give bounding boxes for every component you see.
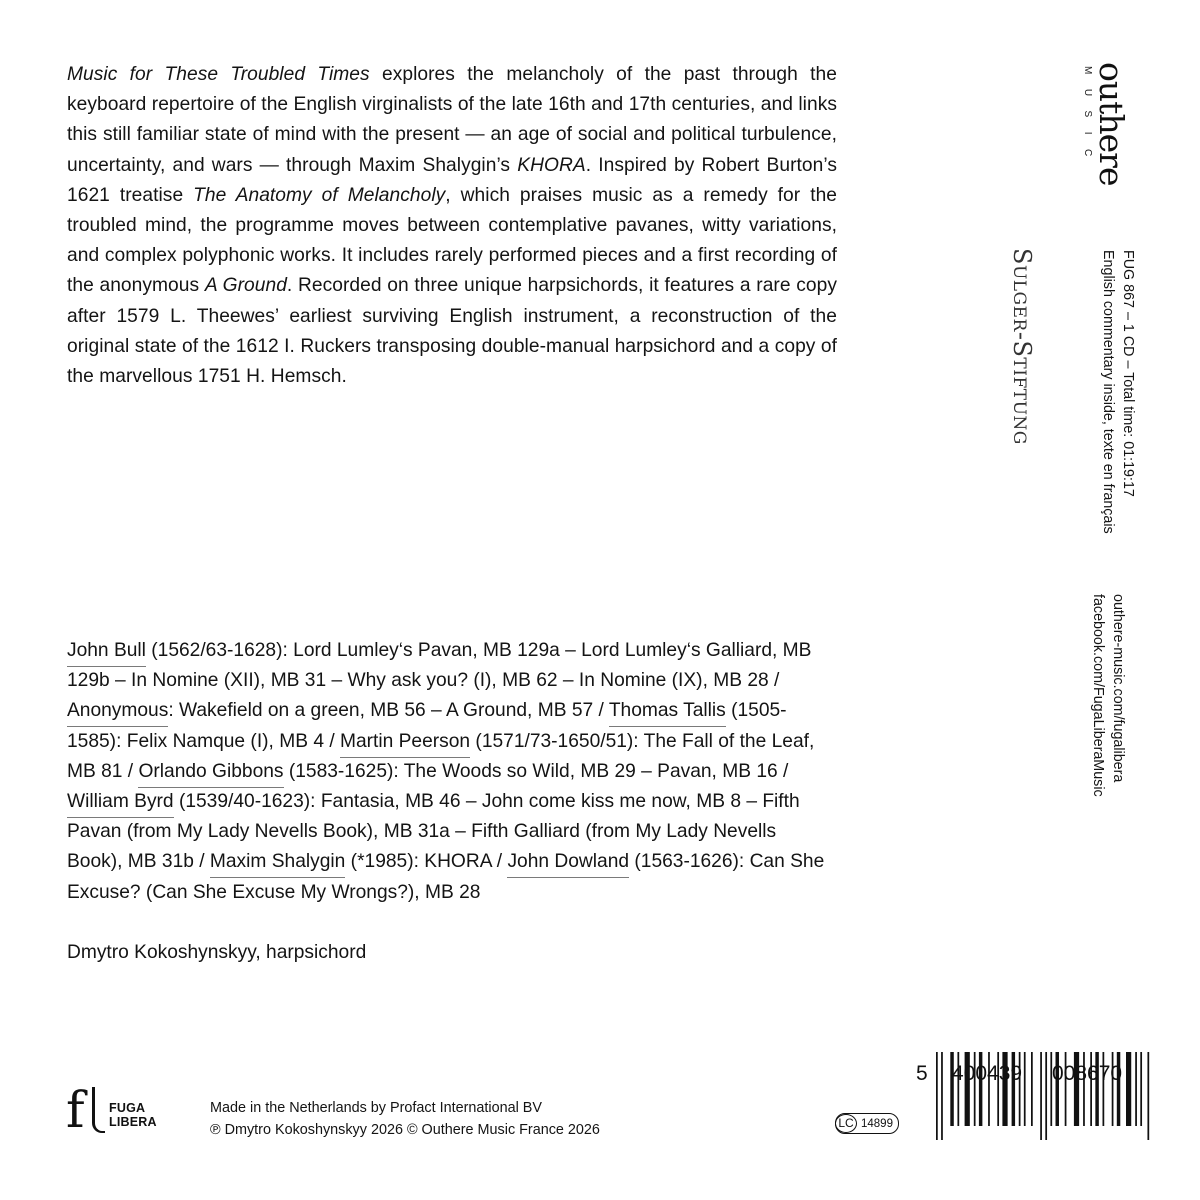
- performer-credit: Dmytro Kokoshynskyy, harpsichord: [67, 942, 367, 963]
- composer-name: Martin Peerson: [340, 731, 470, 758]
- album-title: Music for These Troubled Times: [67, 64, 370, 85]
- barcode-bar: [1140, 1052, 1142, 1126]
- facebook-link[interactable]: facebook.com/FugaLiberaMusic: [1090, 594, 1106, 797]
- composer-name: John Bull: [67, 640, 146, 667]
- composer-name: John Dowland: [507, 851, 629, 878]
- composer-entry: Thomas Tallis (1505-1585): Felix Namque (I), MB 4 /: [67, 700, 787, 752]
- barcode-bar: [1045, 1052, 1047, 1140]
- composer-entry: Maxim Shalygin (*1985): KHORA /: [210, 851, 508, 878]
- barcode-bar: [1147, 1052, 1149, 1140]
- composer-name: Maxim Shalygin: [210, 851, 345, 878]
- barcode-bar: [941, 1052, 943, 1140]
- barcode-bar: [1031, 1052, 1033, 1126]
- composer-entry: John Dowland (1563-1626): Can She Excuse? (Can She Excuse My Wrongs?), MB 28: [67, 851, 825, 903]
- sponsor-sulger-stiftung: Sulger-Stiftung: [1008, 248, 1036, 445]
- composer-entry: William Byrd (1539/40-1623): Fantasia, MB 46 – John come kiss me now, MB 8 – Fifth Pavan (from My Lady Nevells Book), MB 31a – Fifth Galliard (from My Lady Nevells Book), MB 31b /: [67, 791, 800, 873]
- composer-name: William Byrd: [67, 791, 174, 818]
- barcode-bar: [936, 1052, 938, 1140]
- tracklist: [67, 636, 832, 908]
- barcode-bar: [1135, 1052, 1137, 1126]
- barcode-bar: [1040, 1052, 1042, 1140]
- website-link[interactable]: outhere-music.com/fugalibera: [1110, 594, 1126, 783]
- commentary-line: English commentary inside, texte en français: [1100, 250, 1116, 534]
- catalog-info: [1098, 250, 1138, 534]
- composer-name: Anonymous: [67, 700, 168, 727]
- album-description: Music for These Troubled Times explores the melancholy of the past through the keyboard repertoire of the English virginalists of the late 16th and 17th centuries, and links this still familiar state of mind with the present — an age of social and political turbulence, uncertainty, and wars — through Maxim Shalygin’s KHORA. Inspired by Robert Burton’s 1621 treatise The Anatomy of Melancholy, which praises music as a remedy for the troubled mind, the programme moves between contemplative pavanes, witty variations, and complex polyphonic works. It includes rarely performed pieces and a first recording of the anonymous A Ground. Recorded on three unique harpsichords, it features a rare copy after 1579 L. Theewes’ earliest surviving English instrument, a reconstruction of the original state of the 1612 I. Ruckers transposing double-manual harpsichord and a copy of the marvellous 1751 H. Hemsch.: [67, 64, 838, 388]
- lc-icon: LC: [835, 1114, 857, 1133]
- composer-entry: Martin Peerson (1571/73-1650/51): The Fall of the Leaf, MB 81 /: [67, 730, 815, 782]
- composer-name: Thomas Tallis: [609, 700, 726, 727]
- barcode-bar: [1126, 1052, 1131, 1126]
- legal-info: [210, 1097, 600, 1141]
- barcode-digit-first: 5: [916, 1062, 928, 1085]
- label-code: 14899: [861, 1117, 893, 1130]
- composer-entry: Orlando Gibbons (1583-1625): The Woods so Wild, MB 29 – Pavan, MB 16 /: [138, 761, 788, 788]
- copyright-line: ℗ Dmytro Kokoshynskyy 2026 © Outhere Music France 2026: [210, 1122, 600, 1138]
- barcode-bar: [1024, 1052, 1026, 1126]
- barcode-group-left: 400439: [952, 1062, 1023, 1085]
- barcode-group-right: 008670: [1052, 1062, 1123, 1085]
- composer-entry: Anonymous: Wakefield on a green, MB 56 – A Ground, MB 57 /: [67, 700, 609, 727]
- fuga-f-glyph-icon: f: [66, 1081, 85, 1139]
- catalog-line: FUG 867 – 1 CD – Total time: 01:19:17: [1120, 250, 1136, 497]
- fuga-l-glyph-icon: [92, 1087, 105, 1133]
- web-links: [1088, 594, 1128, 797]
- manufacturer-line: Made in the Netherlands by Profact International BV: [210, 1100, 542, 1116]
- composer-name: Orlando Gibbons: [138, 761, 283, 788]
- composer-entry: John Bull (1562/63-1628): Lord Lumley‘s Pavan, MB 129a – Lord Lumley‘s Galliard, MB 129b – In Nomine (XII), MB 31 – Why ask you? (I), MB 62 – In Nomine (IX), MB 28 /: [67, 640, 812, 692]
- label-code-badge: [835, 1113, 899, 1134]
- outhere-music-logo: outhere MUSIC: [1082, 62, 1131, 186]
- fuga-libera-logo: f FUGA LIBERA: [66, 1081, 157, 1139]
